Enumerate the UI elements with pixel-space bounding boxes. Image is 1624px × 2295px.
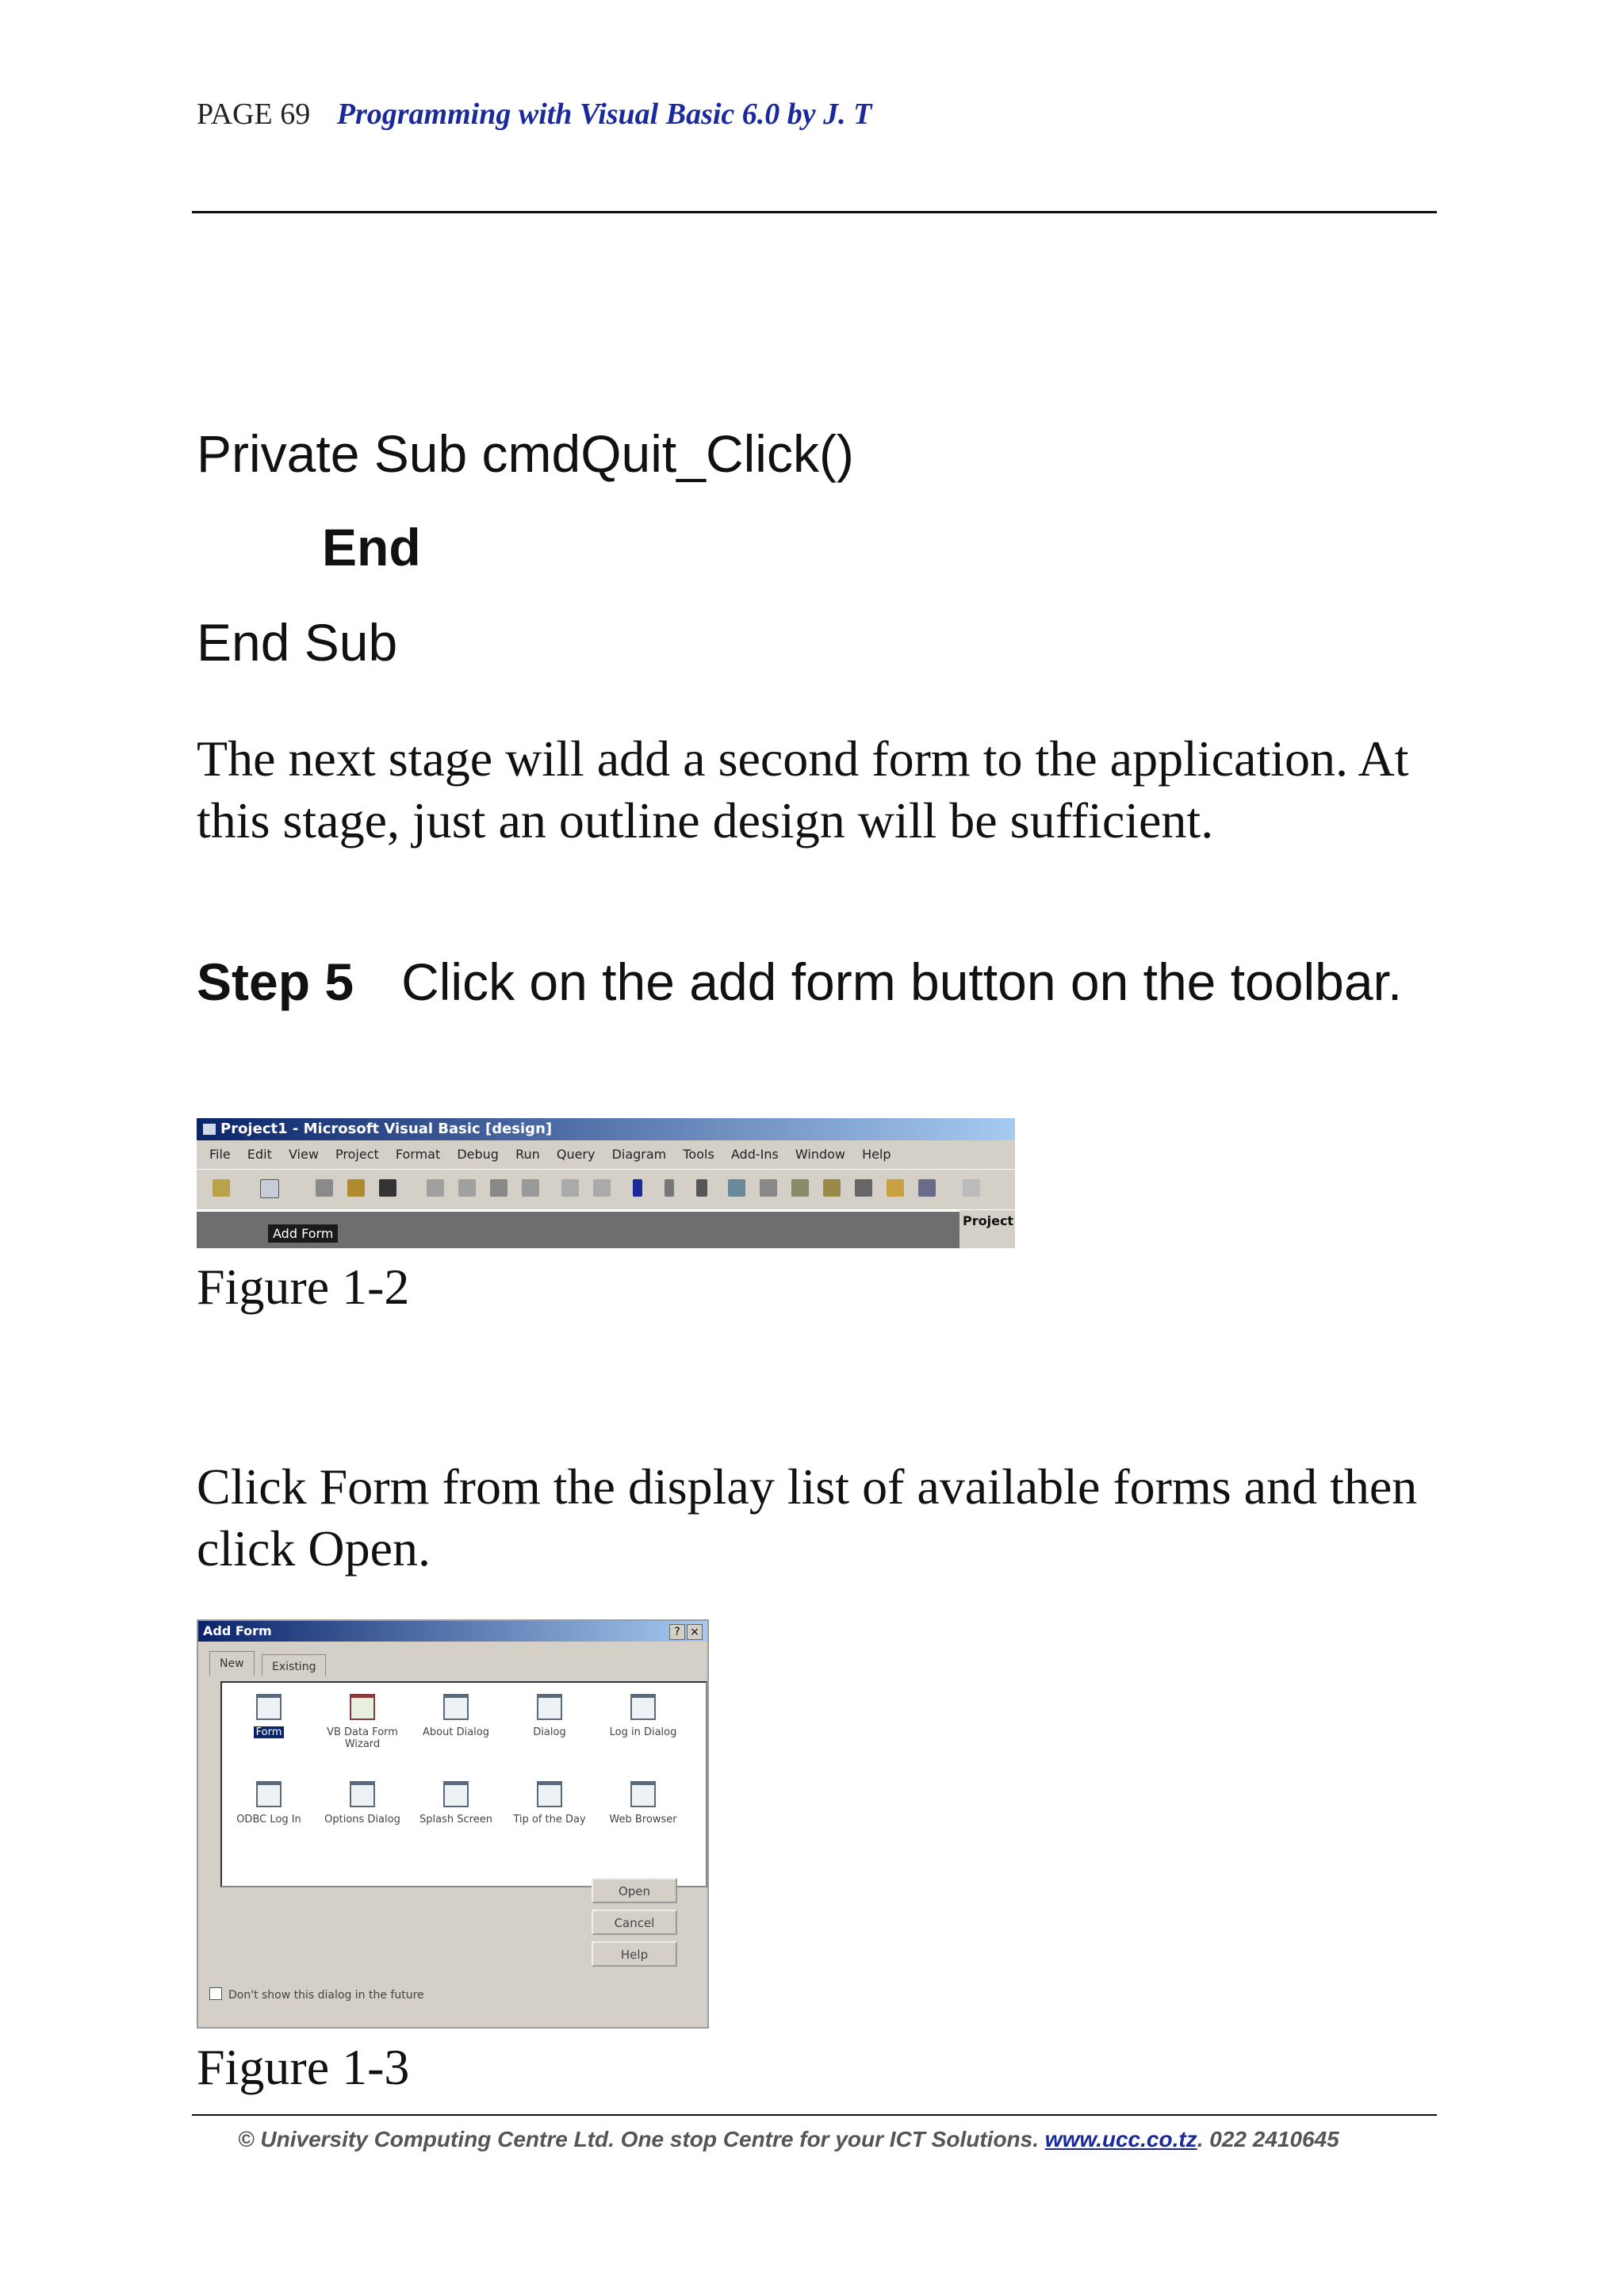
form-label: About Dialog (423, 1726, 489, 1738)
form-label: Tip of the Day (513, 1814, 586, 1826)
code-line-2: End (322, 518, 421, 577)
step-text: Click on the add form button on the toolbar. (401, 952, 1403, 1011)
redo-icon[interactable] (593, 1179, 611, 1197)
open-project-icon[interactable] (347, 1179, 365, 1197)
project-panel (959, 1210, 1015, 1248)
add-form-dialog (197, 1619, 709, 2029)
code-line-1: Private Sub cmdQuit_Click() (197, 424, 854, 483)
form-label: Splash Screen (419, 1814, 492, 1826)
form-layout-icon[interactable] (791, 1179, 809, 1197)
add-form-icon[interactable] (260, 1179, 279, 1198)
list-item[interactable] (316, 1694, 409, 1750)
position-icon (963, 1179, 980, 1197)
start-icon[interactable] (633, 1179, 642, 1197)
header-rule (192, 211, 1437, 213)
form-icon (350, 1781, 375, 1807)
paste-icon[interactable] (490, 1179, 508, 1197)
vb-menu-bar (197, 1140, 1015, 1169)
data-view-icon[interactable] (887, 1179, 904, 1197)
checkbox-icon[interactable] (209, 1987, 222, 2000)
vb-app-icon (203, 1124, 216, 1135)
form-icon (443, 1694, 469, 1720)
help-button[interactable]: Help (592, 1941, 677, 1967)
end-icon[interactable] (696, 1179, 707, 1197)
menu-diagram[interactable]: Diagram (611, 1147, 667, 1162)
paragraph-2: Click Form from the display list of available forms and then click Open. (197, 1458, 1418, 1577)
project-label: Project (963, 1213, 1014, 1228)
footer-phone: . 022 2410645 (1197, 2127, 1339, 2151)
code-line-3: End Sub (197, 613, 398, 672)
menu-edit[interactable]: Edit (247, 1147, 272, 1162)
toolbox-icon[interactable] (855, 1179, 872, 1197)
form-label: Log in Dialog (609, 1726, 677, 1738)
footer-text: © University Computing Centre Ltd. One stop Centre for your ICT Solutions. (238, 2127, 1040, 2151)
form-label: ODBC Log In (236, 1814, 301, 1826)
cancel-button[interactable]: Cancel (592, 1910, 677, 1935)
menu-debug[interactable]: Debug (457, 1147, 499, 1162)
menu-format[interactable]: Format (395, 1147, 441, 1162)
help-icon[interactable]: ? (669, 1624, 685, 1640)
vb-window-title: Project1 - Microsoft Visual Basic [design] (220, 1121, 553, 1137)
menu-view[interactable]: View (288, 1147, 319, 1162)
dialog-title: Add Form (203, 1623, 272, 1638)
cut-icon[interactable] (427, 1179, 444, 1197)
book-title: Programming with Visual Basic 6.0 by J. T (336, 98, 872, 131)
object-browser-icon[interactable] (823, 1179, 841, 1197)
page-footer (238, 2127, 1339, 2152)
list-item[interactable] (316, 1781, 409, 1826)
page-number: PAGE 69 (197, 98, 311, 131)
list-item[interactable] (222, 1694, 316, 1738)
wizard-icon (350, 1694, 375, 1720)
list-item[interactable] (596, 1694, 690, 1738)
figure-1-2-screenshot (197, 1118, 1015, 1248)
form-icon (443, 1781, 469, 1807)
menu-editor-icon[interactable] (316, 1179, 333, 1197)
form-label: Web Browser (609, 1814, 677, 1826)
vb-title-bar (197, 1118, 1015, 1140)
menu-run[interactable]: Run (515, 1147, 540, 1162)
close-icon[interactable]: × (687, 1624, 703, 1640)
list-item[interactable] (222, 1781, 316, 1826)
step-5 (197, 950, 1450, 1013)
form-icon (630, 1781, 656, 1807)
form-icon (256, 1781, 282, 1807)
figure-1-3-caption: Figure 1-3 (197, 2039, 410, 2095)
save-icon[interactable] (379, 1179, 396, 1197)
menu-help[interactable]: Help (862, 1147, 891, 1162)
form-icon (256, 1694, 282, 1720)
paragraph-1: The next stage will add a second form to the application. At this stage, just an outline design will be sufficient. (197, 730, 1409, 849)
list-item[interactable] (409, 1781, 503, 1826)
menu-query[interactable]: Query (556, 1147, 596, 1162)
tab-new[interactable]: New (209, 1651, 255, 1676)
form-label: Dialog (533, 1726, 566, 1738)
form-label: Options Dialog (324, 1814, 400, 1826)
open-button[interactable]: Open (592, 1878, 677, 1903)
list-item[interactable] (596, 1781, 690, 1826)
page-header (197, 97, 871, 132)
add-form-tooltip: Add Form (268, 1224, 338, 1243)
form-icon (537, 1694, 562, 1720)
form-icon (630, 1694, 656, 1720)
form-label: VB Data Form Wizard (327, 1726, 398, 1750)
dont-show-checkbox[interactable] (209, 1987, 424, 2002)
form-icon (537, 1781, 562, 1807)
break-icon[interactable] (665, 1179, 674, 1197)
tab-existing[interactable]: Existing (262, 1654, 326, 1676)
vb-toolbar (197, 1169, 1015, 1209)
list-item[interactable] (503, 1781, 596, 1826)
copy-icon[interactable] (458, 1179, 476, 1197)
undo-icon[interactable] (561, 1179, 579, 1197)
form-label: Form (254, 1726, 285, 1738)
project-explorer-icon[interactable] (728, 1179, 745, 1197)
checkbox-label: Don't show this dialog in the future (228, 1989, 424, 2002)
properties-window-icon[interactable] (760, 1179, 777, 1197)
menu-project[interactable]: Project (335, 1147, 379, 1162)
list-item[interactable] (503, 1694, 596, 1738)
find-icon[interactable] (522, 1179, 539, 1197)
menu-window[interactable]: Window (795, 1147, 846, 1162)
dialog-title-bar (198, 1621, 707, 1642)
footer-rule (192, 2114, 1437, 2116)
list-item[interactable] (409, 1694, 503, 1738)
menu-add-ins[interactable]: Add-Ins (730, 1147, 779, 1162)
step-label: Step 5 (197, 952, 354, 1011)
figure-1-2-caption: Figure 1-2 (197, 1259, 410, 1315)
menu-tools[interactable]: Tools (683, 1147, 714, 1162)
add-project-icon[interactable] (213, 1179, 230, 1197)
forms-list (220, 1681, 707, 1887)
footer-link[interactable]: www.ucc.co.tz (1044, 2127, 1197, 2151)
menu-file[interactable]: File (209, 1147, 231, 1162)
component-manager-icon[interactable] (918, 1179, 936, 1197)
